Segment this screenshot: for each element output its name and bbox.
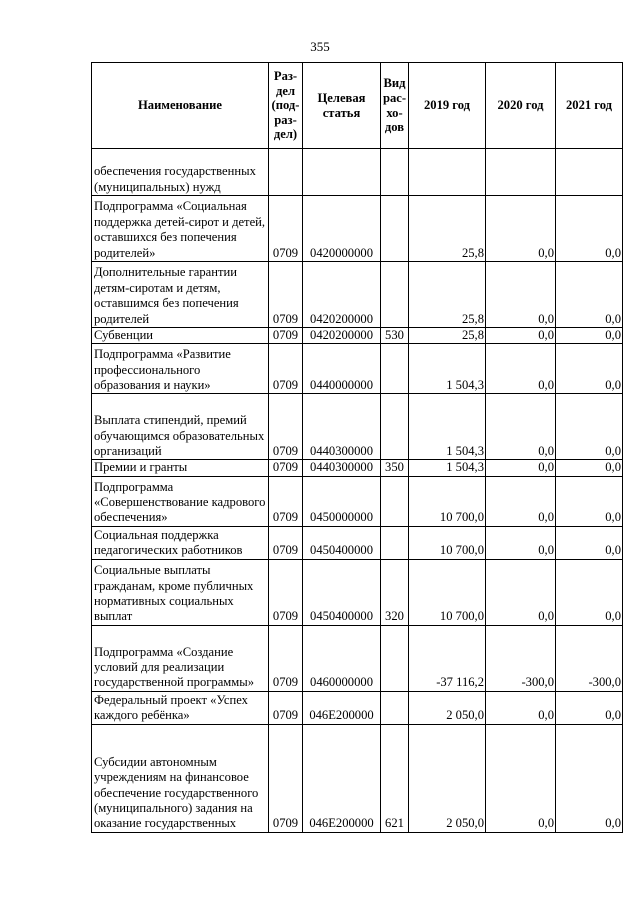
row-target: 046E200000 [303,691,381,724]
row-2020: 0,0 [486,526,556,559]
row-target: 0420200000 [303,262,381,328]
row-2019: 25,8 [409,196,486,262]
row-expense [381,625,409,691]
row-expense: 530 [381,328,409,344]
row-2021: 0,0 [556,691,623,724]
row-2019: 10 700,0 [409,526,486,559]
row-2021: 0,0 [556,460,623,476]
row-target: 046E200000 [303,724,381,832]
row-section [269,149,303,196]
row-target: 0420000000 [303,196,381,262]
header-name: Наименование [92,63,269,149]
row-section: 0709 [269,328,303,344]
row-2019: -37 116,2 [409,625,486,691]
row-2020: 0,0 [486,476,556,526]
row-name: Субсидии автономным учреждениям на финансовое обеспечение государственного (муниципального) задания на оказание государственных [92,724,269,832]
row-name: Подпрограмма «Совершенствование кадрового обеспечения» [92,476,269,526]
row-2021: 0,0 [556,328,623,344]
row-2021: 0,0 [556,559,623,625]
row-section: 0709 [269,460,303,476]
row-expense: 621 [381,724,409,832]
row-section: 0709 [269,394,303,460]
table-row [92,476,623,526]
table-header-row [92,63,623,149]
row-2019: 10 700,0 [409,476,486,526]
row-name: Премии и гранты [92,460,269,476]
row-2020: 0,0 [486,394,556,460]
table-row [92,460,623,476]
page-number: 355 [310,39,330,54]
row-name: Выплата стипендий, премий обучающимся образовательных организаций [92,394,269,460]
row-2021: 0,0 [556,394,623,460]
row-2019: 2 050,0 [409,724,486,832]
row-section: 0709 [269,344,303,394]
row-target: 0440000000 [303,344,381,394]
row-target: 0420200000 [303,328,381,344]
row-2021: 0,0 [556,724,623,832]
row-2019 [409,149,486,196]
row-2020: 0,0 [486,724,556,832]
row-section: 0709 [269,625,303,691]
row-target: 0450000000 [303,476,381,526]
row-2020: 0,0 [486,344,556,394]
table-row [92,691,623,724]
table-row [92,394,623,460]
row-2020: 0,0 [486,691,556,724]
row-section: 0709 [269,724,303,832]
row-2021 [556,149,623,196]
header-section: Раз- дел (под- раз- дел) [269,63,303,149]
table-row [92,526,623,559]
row-2020 [486,149,556,196]
row-2019: 25,8 [409,262,486,328]
row-name: обеспечения государственных (муниципальных) нужд [92,149,269,196]
row-2019: 1 504,3 [409,394,486,460]
row-expense [381,691,409,724]
row-2020: 0,0 [486,559,556,625]
row-2021: 0,0 [556,344,623,394]
row-name: Подпрограмма «Создание условий для реализации государственной программы» [92,625,269,691]
row-section: 0709 [269,559,303,625]
row-expense [381,149,409,196]
header-expense: Вид рас- хо- дов [381,63,409,149]
row-2020: -300,0 [486,625,556,691]
row-2020: 0,0 [486,328,556,344]
table-body [92,149,623,833]
row-section: 0709 [269,526,303,559]
row-2020: 0,0 [486,460,556,476]
row-2019: 10 700,0 [409,559,486,625]
row-section: 0709 [269,476,303,526]
header-2020: 2020 год [486,63,556,149]
header-2019: 2019 год [409,63,486,149]
table-row [92,196,623,262]
row-2021: 0,0 [556,196,623,262]
row-name: Подпрограмма «Социальная поддержка детей-сирот и детей, оставшихся без попечения родителей» [92,196,269,262]
row-2020: 0,0 [486,196,556,262]
row-expense: 350 [381,460,409,476]
row-section: 0709 [269,196,303,262]
row-2021: 0,0 [556,526,623,559]
row-target: 0440300000 [303,394,381,460]
row-name: Федеральный проект «Успех каждого ребёнка» [92,691,269,724]
row-name: Социальная поддержка педагогических работников [92,526,269,559]
row-2019: 2 050,0 [409,691,486,724]
header-target: Целевая статья [303,63,381,149]
row-2019: 1 504,3 [409,460,486,476]
row-2019: 25,8 [409,328,486,344]
row-expense [381,526,409,559]
row-target [303,149,381,196]
table-row [92,625,623,691]
row-2019: 1 504,3 [409,344,486,394]
row-target: 0460000000 [303,625,381,691]
table-row [92,262,623,328]
table-row [92,328,623,344]
row-target: 0440300000 [303,460,381,476]
row-expense: 320 [381,559,409,625]
row-2021: 0,0 [556,476,623,526]
row-2020: 0,0 [486,262,556,328]
row-2021: -300,0 [556,625,623,691]
table-row [92,344,623,394]
row-name: Дополнительные гарантии детям-сиротам и детям, оставшимся без попечения родителей [92,262,269,328]
row-expense [381,262,409,328]
table-row [92,559,623,625]
header-2021: 2021 год [556,63,623,149]
budget-table [91,62,623,833]
row-name: Подпрограмма «Развитие профессионального образования и науки» [92,344,269,394]
row-target: 0450400000 [303,559,381,625]
row-section: 0709 [269,262,303,328]
row-expense [381,344,409,394]
row-expense [381,394,409,460]
row-target: 0450400000 [303,526,381,559]
row-expense [381,196,409,262]
table-row [92,724,623,832]
table-row [92,149,623,196]
row-section: 0709 [269,691,303,724]
row-2021: 0,0 [556,262,623,328]
row-name: Социальные выплаты гражданам, кроме публичных нормативных социальных выплат [92,559,269,625]
row-expense [381,476,409,526]
row-name: Субвенции [92,328,269,344]
